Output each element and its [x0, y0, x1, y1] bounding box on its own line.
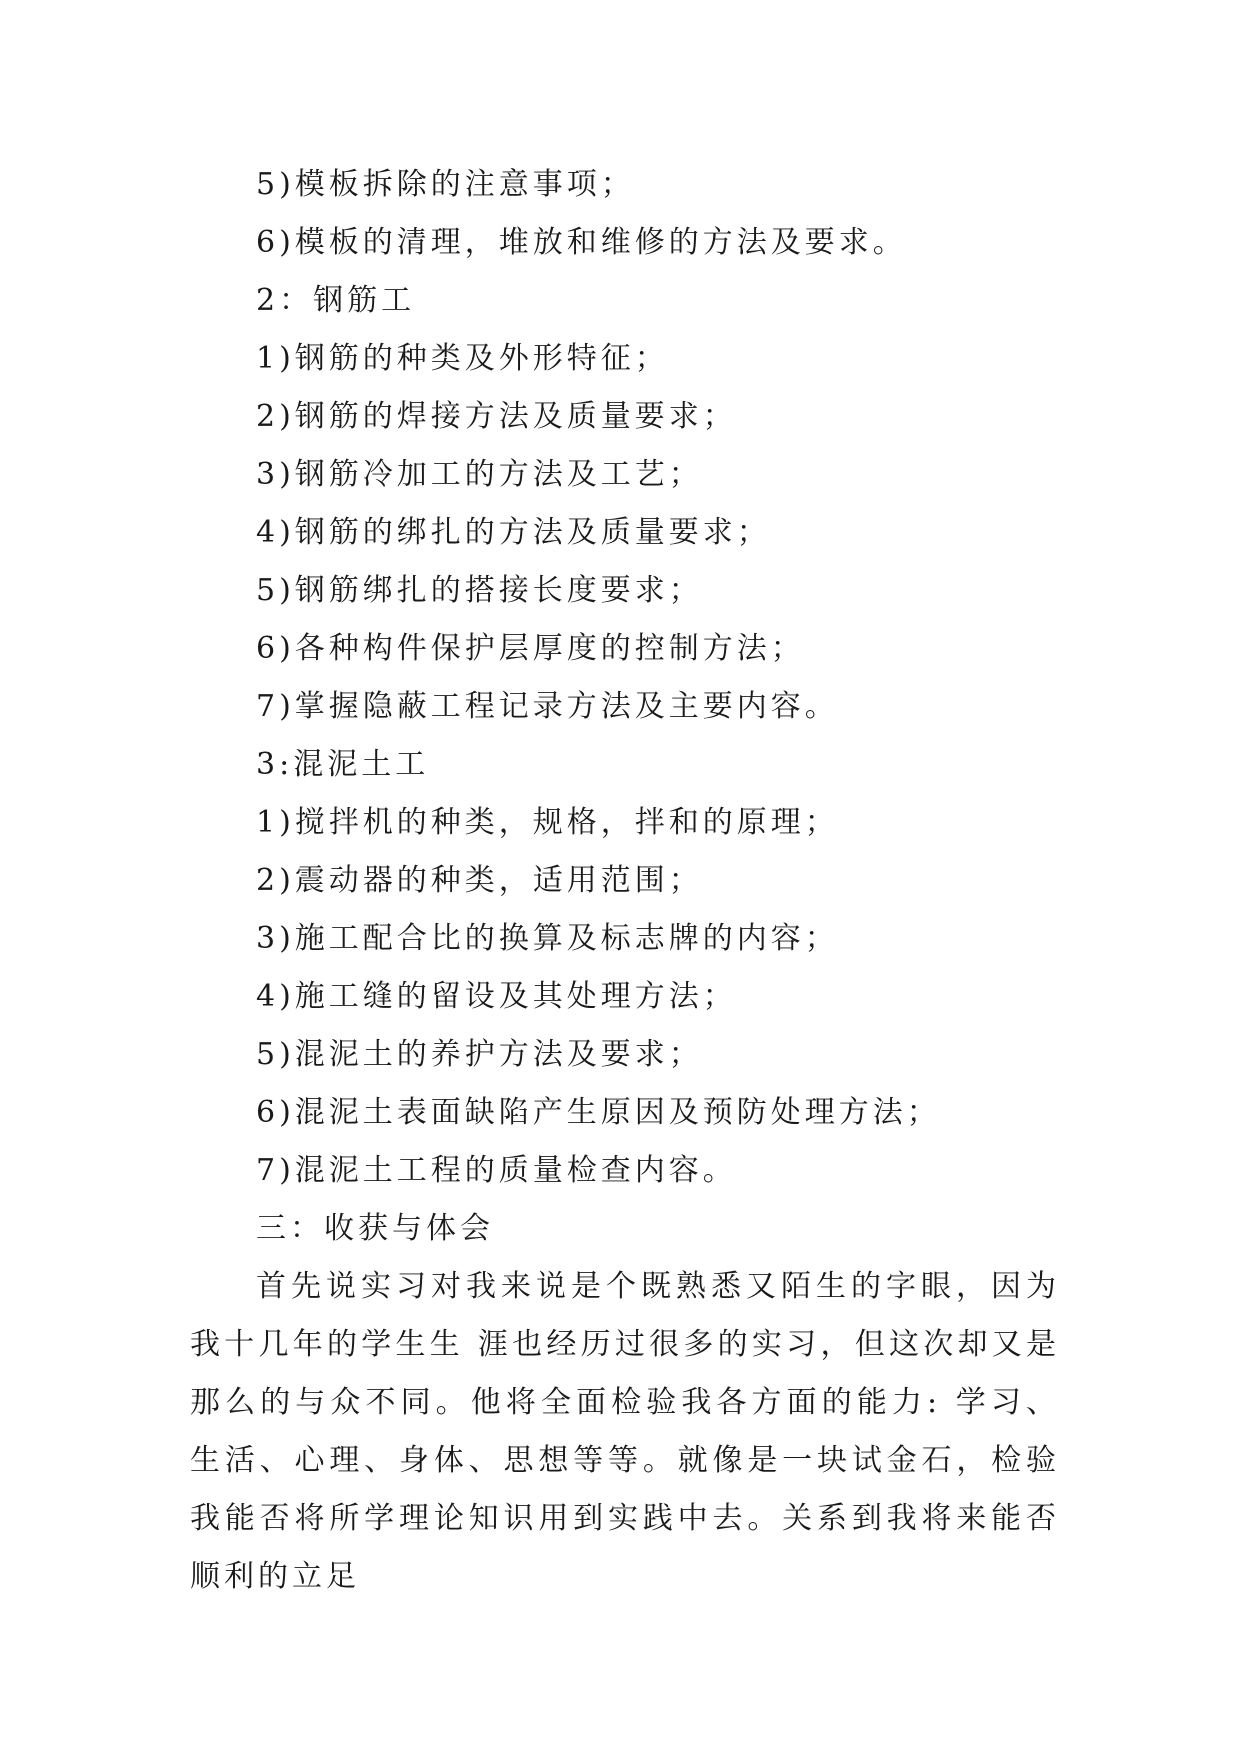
list-item: 1)钢筋的种类及外形特征； — [256, 341, 669, 376]
list-item: 6)各种构件保护层厚度的控制方法； — [256, 631, 805, 666]
section-heading: 2：钢筋工 — [256, 283, 416, 318]
list-item: 4)施工缝的留设及其处理方法； — [256, 979, 737, 1014]
list-item: 3)钢筋冷加工的方法及工艺； — [256, 457, 703, 492]
list-item: 3)施工配合比的换算及标志牌的内容； — [256, 921, 839, 956]
list-item: 6)模板的清理，堆放和维修的方法及要求。 — [256, 225, 907, 260]
list-item: 2)钢筋的焊接方法及质量要求； — [256, 399, 737, 434]
body-paragraph: 首先说实习对我来说是个既熟悉又陌生的字眼，因为我十几年的学生生 涯也经历过很多的实习，但这次却又是那么的与众不同。他将全面检验我各方面的能力: 学习、生活、心理、身体、思想等等。就像是一块试金石，检验我能否将所学理论知识用到实践中去。关系到我将来能否顺利的立足 — [190, 1269, 1060, 1594]
list-item: 1)搅拌机的种类，规格，拌和的原理； — [256, 805, 839, 840]
list-item: 5)混泥土的养护方法及要求； — [256, 1037, 703, 1072]
list-item: 6)混泥土表面缺陷产生原因及预防处理方法； — [256, 1095, 941, 1130]
list-item: 2)震动器的种类，适用范围； — [256, 863, 703, 898]
list-item: 7)掌握隐蔽工程记录方法及主要内容。 — [256, 689, 839, 724]
list-item: 7)混泥土工程的质量检查内容。 — [256, 1153, 737, 1188]
list-item: 4)钢筋的绑扎的方法及质量要求； — [256, 515, 771, 550]
section-heading: 3:混泥土工 — [256, 747, 430, 782]
list-item: 5)模板拆除的注意事项； — [256, 167, 635, 202]
list-item: 5)钢筋绑扎的搭接长度要求； — [256, 573, 703, 608]
section-heading: 三：收获与体会 — [256, 1211, 494, 1246]
document-body — [190, 156, 1060, 1606]
